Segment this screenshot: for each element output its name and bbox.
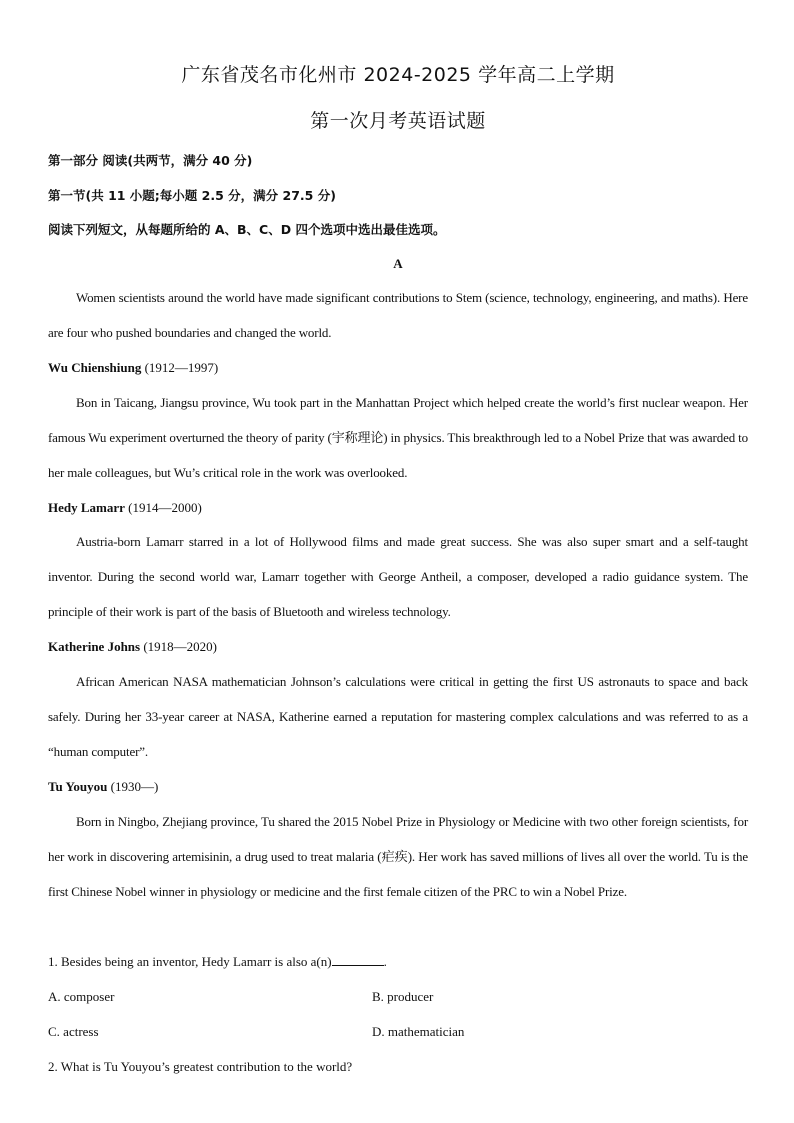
question-stem-end: . bbox=[383, 954, 387, 969]
person-name: Tu Youyou bbox=[48, 779, 108, 794]
option-b[interactable]: B. producer bbox=[372, 989, 434, 1004]
person-name: Wu Chienshiung bbox=[48, 360, 142, 375]
person-years: (1930—) bbox=[107, 779, 159, 794]
person-years: (1912—1997) bbox=[141, 360, 219, 375]
option-d[interactable]: D. mathematician bbox=[372, 1024, 465, 1039]
person-text-wu: Bon in Taicang, Jiangsu province, Wu took part in the Manhattan Project which helped create the world’s first nuclear weapon. Her famous Wu experiment overturned the theory of parity (宇称理论) in physics. This breakthrough led to a Nobel Prize that was awarded to her male colleagues, but Wu’s critical role in the work was overlooked. bbox=[48, 395, 748, 480]
person-heading-johns bbox=[48, 638, 217, 656]
person-heading-tu bbox=[48, 778, 158, 796]
section-heading: 第一节(共 11 小题;每小题 2.5 分，满分 27.5 分) bbox=[48, 188, 336, 203]
person-heading-lamarr bbox=[48, 499, 202, 517]
option-a[interactable]: A. composer bbox=[48, 989, 115, 1004]
person-heading-wu bbox=[48, 359, 218, 377]
person-years: (1914—2000) bbox=[124, 500, 202, 515]
passage-intro: Women scientists around the world have made significant contributions to Stem (science, technology, engineering, and maths). Here are four who pushed boundaries and changed the world. bbox=[48, 290, 748, 340]
directions-text: 阅读下列短文，从每题所给的 A、B、C、D 四个选项中选出最佳选项。 bbox=[48, 222, 446, 237]
person-name: Katherine Johns bbox=[48, 639, 141, 654]
question-stem: 1. Besides being an inventor, Hedy Lamarr is also a(n) bbox=[48, 954, 332, 969]
answer-blank bbox=[332, 953, 384, 966]
person-text-johns: African American NASA mathematician Johnson’s calculations were critical in getting the first US astronauts to space and back safely. During her 33-year career at NASA, Katherine earned a reputation for mastering complex calculations and was referred to as a “human computer”. bbox=[48, 674, 748, 759]
person-name: Hedy Lamarr bbox=[48, 500, 125, 515]
passage-letter: A bbox=[393, 256, 403, 271]
person-text-lamarr: Austria-born Lamarr starred in a lot of Hollywood films and made great success. She was also super smart and a self-taught inventor. During the second world war, Lamarr together with George Antheil, a composer, developed a radio guidance system. The principle of their work is part of the basis of Bluetooth and wireless technology. bbox=[48, 534, 748, 619]
part-heading: 第一部分 阅读(共两节，满分 40 分) bbox=[48, 153, 253, 168]
option-c[interactable]: C. actress bbox=[48, 1024, 99, 1039]
person-text-tu: Born in Ningbo, Zhejiang province, Tu shared the 2015 Nobel Prize in Physiology or Medicine with two other foreign scientists, for her work in discovering artemisinin, a drug used to treat malaria (疟疾). Her work has saved millions of lives all over the world. Tu is the first Chinese Nobel winner in physiology or medicine and the first female citizen of the PRC to win a Nobel Prize. bbox=[48, 814, 748, 899]
exam-title-line1: 广东省茂名市化州市 2024-2025 学年高二上学期 bbox=[181, 64, 615, 86]
question-2: 2. What is Tu Youyou’s greatest contribution to the world? bbox=[48, 1059, 353, 1074]
exam-title-line2: 第一次月考英语试题 bbox=[310, 110, 486, 132]
question-1 bbox=[48, 953, 387, 971]
person-years: (1918—2020) bbox=[140, 639, 218, 654]
